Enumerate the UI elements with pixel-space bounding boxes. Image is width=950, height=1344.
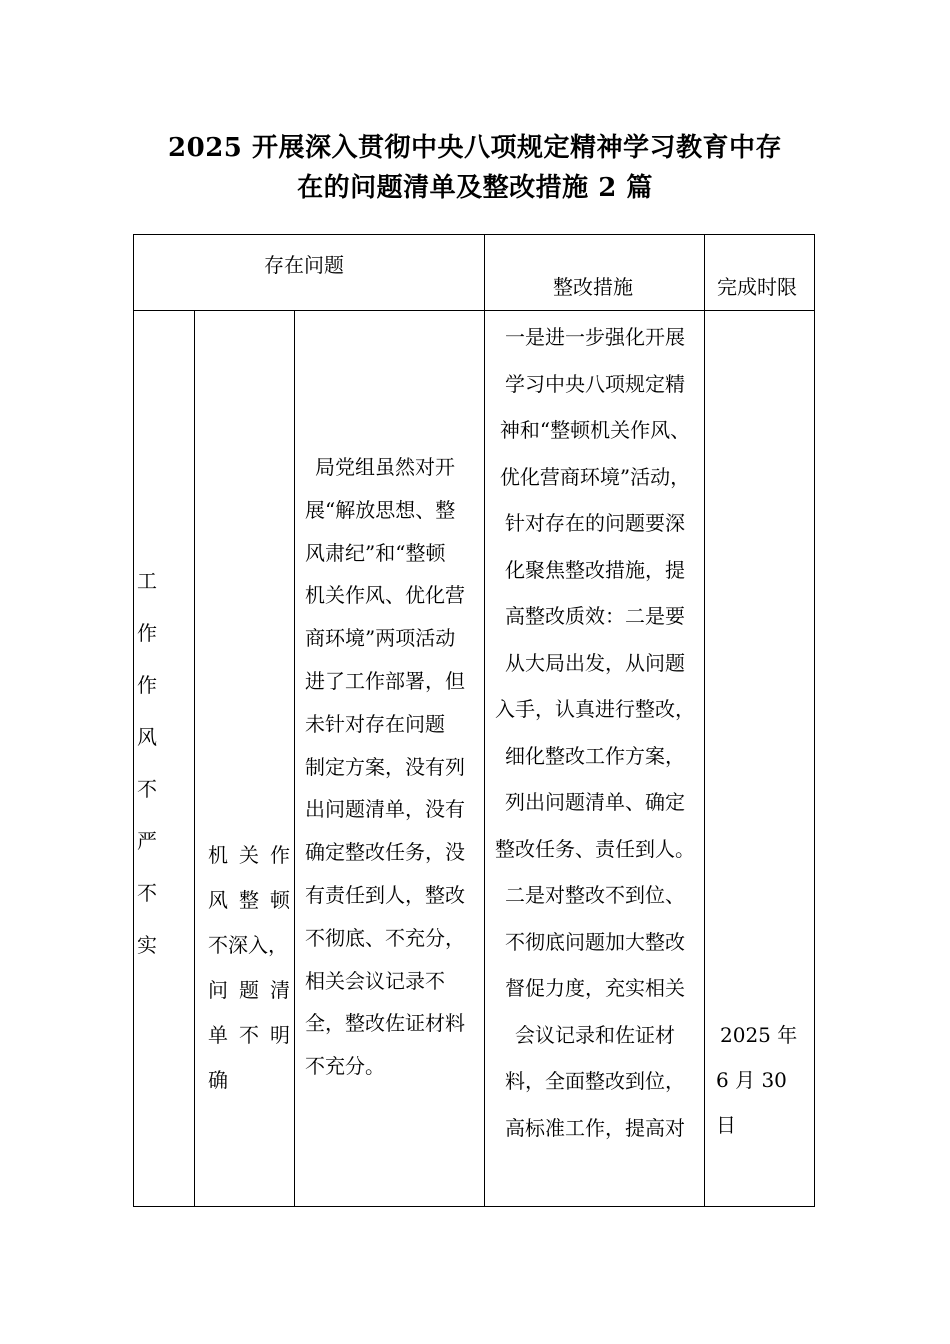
measure-line: 高整改质效：二是要 <box>505 604 685 628</box>
title-line-2: 在的问题清单及整改措施 2 篇 <box>297 173 653 203</box>
category-char: 作 <box>137 673 157 697</box>
problem-line: 商环境”两项活动 <box>305 626 456 651</box>
deadline-line: 日 <box>716 1113 736 1137</box>
subcategory-line: 机 关 作 <box>208 843 290 867</box>
title-line-1: 2025 开展深入贯彻中央八项规定精神学习教育中存 <box>168 133 782 163</box>
column-divider-problem <box>294 310 295 1207</box>
measure-line: 会议记录和佐证材 <box>515 1022 675 1047</box>
problem-line: 不彻底、不充分， <box>305 925 465 950</box>
measure-line: 料，全面整改到位， <box>505 1069 685 1093</box>
measure-line: 整改任务、责任到人。 <box>495 836 695 861</box>
category-char: 风 <box>137 725 157 749</box>
category-char: 不 <box>137 777 157 801</box>
problem-description-cell <box>305 446 465 1088</box>
problem-line: 确定整改任务，没 <box>305 840 465 865</box>
subcategory-line: 不深入， <box>208 933 288 957</box>
measure-line: 神和“整顿机关作风、 <box>499 418 691 442</box>
header-deadline: 完成时限 <box>717 275 797 299</box>
category-char: 严 <box>137 829 157 853</box>
measure-line: 化聚焦整改措施，提 <box>505 557 685 582</box>
measure-line: 针对存在的问题要深 <box>505 511 685 535</box>
column-divider-deadline <box>704 234 705 1207</box>
measure-line: 细化整改工作方案， <box>505 743 685 768</box>
category-cell <box>137 555 161 971</box>
measure-line: 高标准工作，提高对 <box>505 1115 685 1140</box>
problem-line: 有责任到人，整改 <box>305 882 465 907</box>
measure-line: 从大局出发，从问题 <box>505 650 685 675</box>
deadline-line: 2025 年 <box>720 1023 798 1047</box>
problem-line: 出问题清单，没有 <box>305 797 465 822</box>
subcategory-line: 确 <box>208 1068 228 1092</box>
problem-line: 制定方案，没有列 <box>305 754 465 779</box>
measure-line: 优化营商环境”活动， <box>499 464 691 489</box>
table-header-divider <box>133 310 815 311</box>
problem-line: 相关会议记录不 <box>305 968 445 993</box>
category-char: 工 <box>137 569 157 593</box>
deadline-cell <box>716 1013 797 1148</box>
subcategory-line: 单 不 明 <box>208 1023 290 1047</box>
column-divider-subcategory <box>194 310 195 1207</box>
problem-line: 展“解放思想、整 <box>305 497 456 522</box>
deadline-line: 6 月 30 <box>716 1068 787 1092</box>
measure-line: 督促力度，充实相关 <box>505 976 685 1000</box>
problem-line: 风肃纪”和“整顿 <box>305 540 446 565</box>
problem-line: 不充分。 <box>305 1054 385 1079</box>
header-problem: 存在问题 <box>264 253 344 277</box>
subcategory-cell <box>208 833 290 1103</box>
measure-line: 不彻底问题加大整改 <box>505 929 685 954</box>
category-char: 实 <box>137 933 157 957</box>
document-title <box>100 128 850 208</box>
problem-line: 进了工作部署，但 <box>305 668 465 693</box>
measure-line: 列出问题清单、确定 <box>505 790 685 814</box>
problem-line: 局党组虽然对开 <box>315 455 455 479</box>
problem-line: 全，整改佐证材料 <box>305 1011 465 1036</box>
subcategory-line: 问 题 清 <box>208 978 290 1002</box>
column-divider-measures <box>484 234 485 1207</box>
header-measures: 整改措施 <box>553 275 633 299</box>
category-char: 作 <box>137 621 157 645</box>
measure-line: 一是进一步强化开展 <box>505 325 685 349</box>
measure-line: 二是对整改不到位、 <box>505 883 685 907</box>
table-right-border <box>814 234 815 1207</box>
problem-line: 未针对存在问题 <box>305 711 445 736</box>
table-left-border <box>133 234 134 1207</box>
table-bottom-border <box>133 1206 815 1207</box>
table-top-border <box>133 234 815 235</box>
measure-line: 入手，认真进行整改， <box>495 697 695 721</box>
subcategory-line: 风 整 顿 <box>208 888 290 912</box>
category-char: 不 <box>137 881 157 905</box>
measures-cell <box>489 314 701 1151</box>
measure-line: 学习中央八项规定精 <box>505 371 685 396</box>
problem-line: 机关作风、优化营 <box>305 583 465 608</box>
